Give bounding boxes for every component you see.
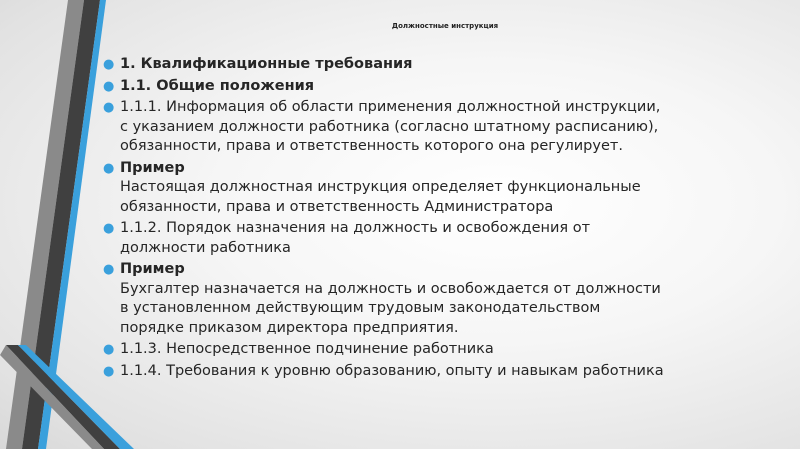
- item-text-line: Бухгалтер назначается на должность и освобождается от должности: [120, 280, 661, 297]
- slide-title: Должностные инструкция: [391, 22, 499, 30]
- list-item: [103, 77, 763, 97]
- item-heading: 1.1. Общие положения: [120, 77, 315, 94]
- bullet-icon: ●: [103, 57, 115, 72]
- bullet-icon: ●: [103, 160, 115, 176]
- bullet-icon: ●: [103, 363, 115, 379]
- list-item-example: [103, 159, 763, 218]
- item-heading: 1. Квалификационные требования: [120, 56, 413, 72]
- item-text-line: обязанности, права и ответственность которого она регулирует.: [120, 138, 623, 154]
- item-text-line: в установленном действующим трудовым законодательством: [120, 300, 601, 316]
- bullet-icon: ●: [103, 342, 115, 357]
- slide-body: [103, 55, 763, 383]
- item-text-line: обязанности, права и ответственность Администратора: [120, 198, 554, 215]
- list-item: [103, 219, 763, 258]
- bullet-icon: ●: [103, 221, 115, 236]
- item-text-line: должности работника: [120, 239, 291, 256]
- item-text-line: с указанием должности работника (согласно штатному расписанию),: [120, 118, 659, 135]
- item-text-line: 1.1.1. Информация об области применения должностной инструкции,: [120, 99, 661, 115]
- example-heading: Пример: [120, 159, 185, 176]
- item-text-line: 1.1.3. Непосредственное подчинение работника: [120, 341, 494, 357]
- list-item: [103, 340, 763, 360]
- item-text-line: 1.1.2. Порядок назначения на должность и освобождения от: [120, 220, 591, 236]
- bullet-icon: ●: [103, 100, 115, 115]
- example-heading: Пример: [120, 261, 185, 277]
- bullet-icon: ●: [103, 262, 115, 277]
- list-item: [103, 98, 763, 157]
- list-item-example: [103, 260, 763, 338]
- item-text-line: Настоящая должностная инструкция определяет функциональные: [120, 179, 641, 195]
- list-item: [103, 55, 763, 75]
- list-item: [103, 362, 763, 382]
- item-text-line: 1.1.4. Требования к уровню образованию, опыту и навыкам работника: [120, 362, 664, 379]
- item-text-line: порядке приказом директора предприятия.: [120, 319, 459, 336]
- bullet-icon: ●: [103, 78, 115, 94]
